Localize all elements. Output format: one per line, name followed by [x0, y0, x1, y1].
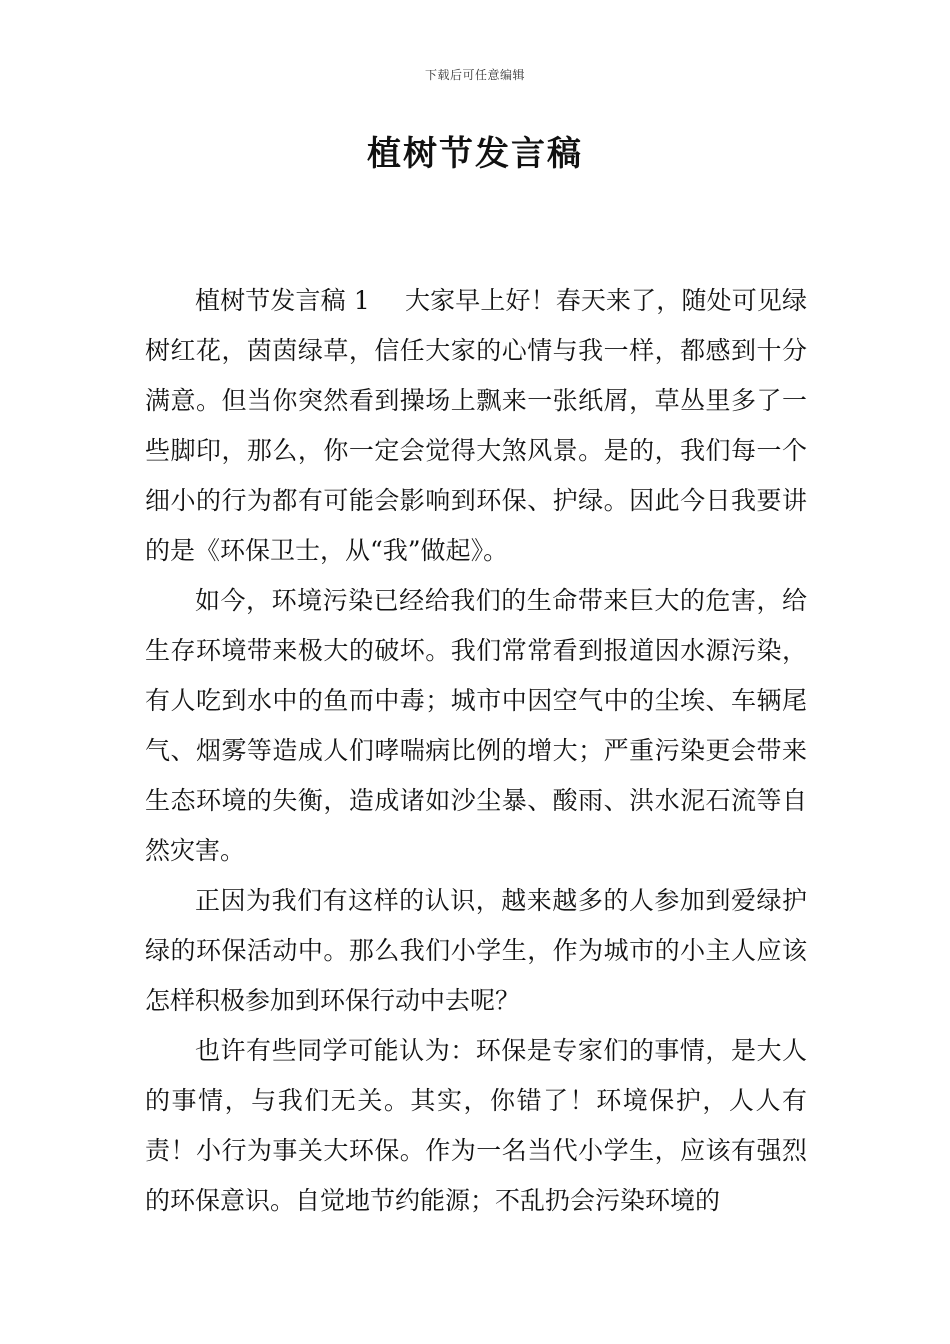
paragraph — [145, 276, 807, 576]
paragraph: 也许有些同学可能认为：环保是专家们的事情，是大人的事情，与我们无关。其实，你错了！环境保护，人人有责！小行为事关大环保。作为一名当代小学生，应该有强烈的环保意识。自觉地节约能源；不乱扔会污染环境的 — [145, 1036, 807, 1215]
paragraph: 正因为我们有这样的认识，越来越多的人参加到爱绿护绿的环保活动中。那么我们小学生，作为城市的小主人应该怎样积极参加到环保行动中去呢？ — [145, 886, 807, 1015]
paragraph-text: 大家早上好！春天来了，随处可见绿树红花，茵茵绿草，信任大家的心情与我一样，都感到十分满意。但当你突然看到操场上飘来一张纸屑，草丛里多了一些脚印，那么，你一定会觉得大煞风景。是的，我们每一个细小的行为都有可能会影响到环保、护绿。因此今日我要讲的是《环保卫士，从“我”做起》。 — [145, 286, 807, 565]
document-body — [145, 276, 807, 1226]
paragraph: 如今，环境污染已经给我们的生命带来巨大的危害，给生存环境带来极大的破坏。我们常常看到报道因水源污染，有人吃到水中的鱼而中毒；城市中因空气中的尘埃、车辆尾气、烟雾等造成人们哮喘病比例的增大；严重污染更会带来生态环境的失衡，造成诸如沙尘暴、酸雨、洪水泥石流等自然灾害。 — [145, 586, 807, 865]
page-header-note: 下载后可任意编辑 — [424, 68, 525, 82]
section-label: 植树节发言稿 1 — [195, 286, 370, 315]
document-title: 植树节发言稿 — [367, 134, 583, 174]
